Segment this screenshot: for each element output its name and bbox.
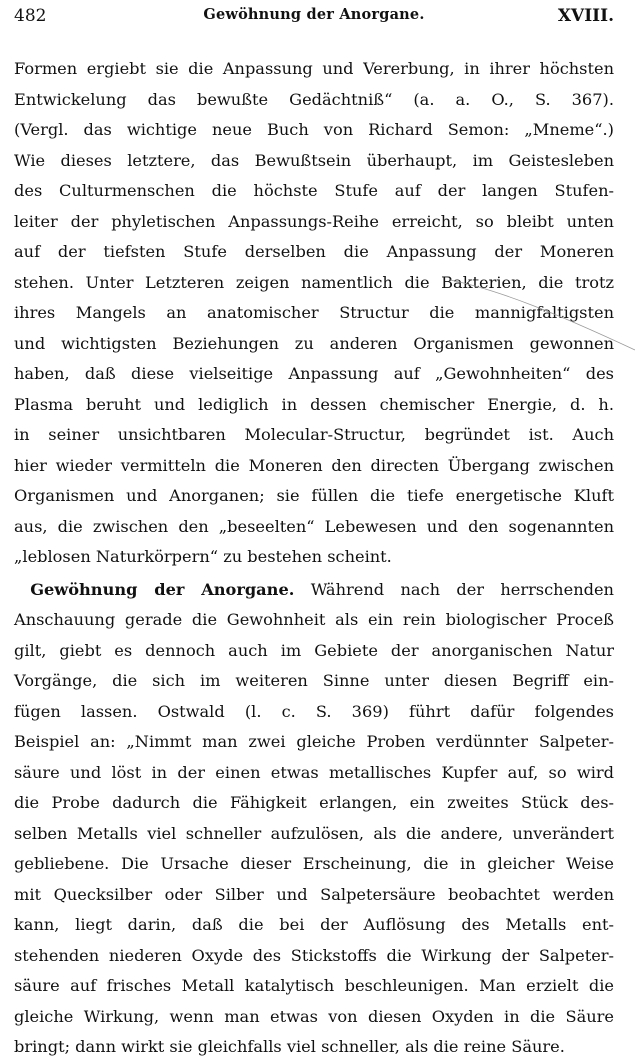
page-header — [14, 6, 614, 34]
section-first-line-text: Während nach der herrschenden — [310, 579, 614, 599]
text-line: leiter der phyletischen Anpassungs-Reihe erreicht, so bleibt unten — [14, 211, 614, 231]
text-line: fügen lassen. Ostwald (l. c. S. 369) führt dafür folgendes — [14, 701, 614, 721]
text-line: mit Quecksilber oder Silber und Salpetersäure beobachtet werden — [14, 884, 614, 904]
text-line: hier wieder vermitteln die Moneren den directen Übergang zwischen — [14, 455, 614, 475]
text-line: Formen ergiebt sie die Anpassung und Vererbung, in ihrer höchsten — [14, 59, 614, 78]
page-number: 482 — [14, 6, 47, 26]
text-line: säure und löst in der einen etwas metallisches Kupfer auf, so wird — [14, 762, 614, 782]
text-line: selben Metalls viel schneller aufzulösen, als die andere, unverändert — [14, 823, 614, 843]
section-heading: Gewöhnung der Anorgane. — [30, 579, 295, 599]
text-line: stehen. Unter Letzteren zeigen namentlich die Bakterien, die trotz — [14, 272, 614, 292]
text-line: Entwickelung das bewußte Gedächtniß“ (a. a. O., S. 367). — [14, 89, 614, 109]
text-line: gilt, giebt es dennoch auch im Gebiete der anorganischen Natur — [14, 640, 614, 660]
text-line: des Culturmenschen die höchste Stufe auf der langen Stufen- — [14, 181, 614, 200]
text-line: Wie dieses letztere, das Bewußtsein überhaupt, im Geistesleben — [14, 150, 614, 170]
section-first-line — [14, 575, 614, 606]
text-line: auf der tiefsten Stufe derselben die Anpassung der Moneren — [14, 242, 614, 261]
text-line: in seiner unsichtbaren Molecular-Structur, begründet ist. Auch — [14, 425, 614, 444]
text-line: (Vergl. das wichtige neue Buch von Richard Semon: „Mneme“.) — [14, 120, 614, 139]
page-body — [14, 54, 614, 1063]
text-line: Organismen und Anorganen; sie füllen die tiefe energetische Kluft — [14, 486, 614, 505]
text-line: Vorgänge, die sich im weiteren Sinne unter diesen Begriff ein- — [14, 671, 614, 690]
text-line: aus, die zwischen den „beseelten“ Lebewesen und den sogenannten — [14, 516, 614, 536]
running-title: Gewöhnung der Anorgane. — [203, 6, 425, 23]
text-line: bringt; dann wirkt sie gleichfalls viel schneller, als die reine Säure. — [14, 1037, 565, 1056]
text-line: und wichtigsten Beziehungen zu anderen Organismen gewonnen — [14, 333, 614, 353]
text-line: kann, liegt darin, daß die bei der Auflösung des Metalls ent- — [14, 915, 614, 934]
text-line: säure auf frisches Metall katalytisch beschleunigen. Man erzielt die — [14, 976, 614, 995]
text-line: gebliebene. Die Ursache dieser Erscheinung, die in gleicher Weise — [14, 854, 614, 873]
text-line: Anschauung gerade die Gewohnheit als ein rein biologischer Proceß — [14, 610, 614, 629]
text-line: gleiche Wirkung, wenn man etwas von diesen Oxyden in die Säure — [14, 1006, 614, 1026]
text-line: „leblosen Naturkörpern“ zu bestehen scheint. — [14, 547, 392, 566]
text-line: Beispiel an: „Nimmt man zwei gleiche Proben verdünnter Salpeter- — [14, 732, 614, 751]
text-line: stehenden niederen Oxyde des Stickstoffs die Wirkung der Salpeter- — [14, 945, 614, 965]
text-line: ihres Mangels an anatomischer Structur die mannigfaltigsten — [14, 303, 614, 322]
chapter-number: XVIII. — [557, 6, 614, 26]
text-line: die Probe dadurch die Fähigkeit erlangen, ein zweites Stück des- — [14, 793, 614, 812]
text-line: haben, daß diese vielseitige Anpassung auf „Gewohnheiten“ des — [14, 364, 614, 383]
text-line: Plasma beruht und lediglich in dessen chemischer Energie, d. h. — [14, 394, 614, 414]
